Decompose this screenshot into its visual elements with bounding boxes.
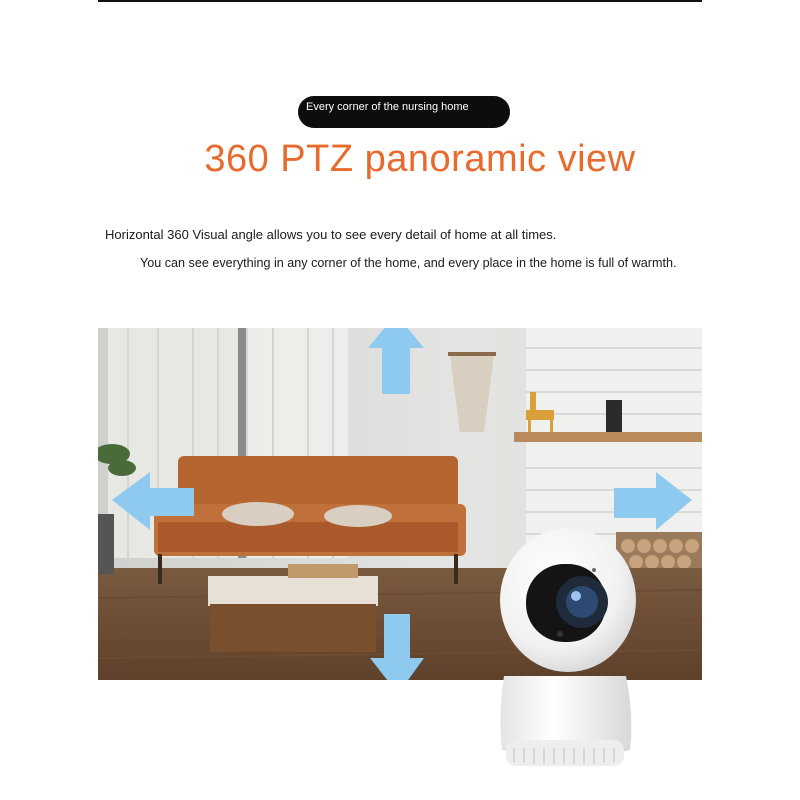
coffee-table [208, 564, 378, 652]
lantern [606, 400, 622, 432]
tagline-badge: Every corner of the nursing home [298, 96, 510, 128]
description-line-2: You can see everything in any corner of the home, and every place in the home is full of warmth. [140, 256, 677, 270]
mantel-shelf [514, 432, 702, 442]
ptz-camera [490, 526, 640, 776]
top-divider [98, 0, 702, 2]
description-line-1: Horizontal 360 Visual angle allows you to see every detail of home at all times. [105, 227, 557, 242]
headline: 360 PTZ panoramic view [204, 138, 636, 180]
